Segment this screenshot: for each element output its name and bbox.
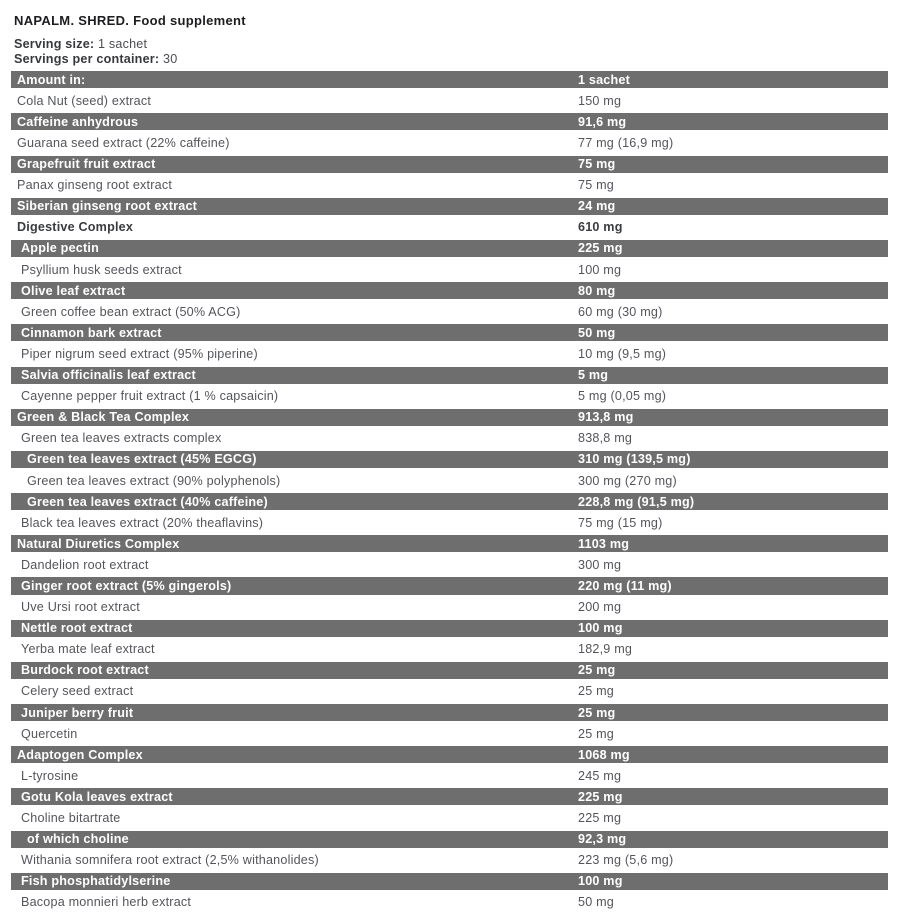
ingredient-amount: 10 mg (9,5 mg) — [578, 346, 667, 361]
servings-per-container-label: Servings per container: — [14, 51, 163, 66]
table-header-amount-in: Amount in: — [17, 72, 86, 87]
ingredient-amount: 1103 mg — [578, 536, 630, 551]
ingredient-name: Olive leaf extract — [21, 283, 126, 298]
ingredient-amount: 75 mg (15 mg) — [578, 515, 663, 530]
ingredient-name: Apple pectin — [21, 241, 99, 256]
table-row — [11, 744, 888, 765]
table-row — [11, 554, 888, 575]
table-row — [11, 765, 888, 786]
ingredient-name: Dandelion root extract — [21, 557, 149, 572]
serving-info — [14, 37, 900, 66]
ingredient-name: Ginger root extract (5% gingerols) — [21, 578, 232, 593]
table-row — [11, 196, 888, 217]
table-row — [11, 175, 888, 196]
ingredient-name: Salvia officinalis leaf extract — [21, 368, 196, 383]
ingredient-amount: 182,9 mg — [578, 642, 633, 657]
ingredient-name: Psyllium husk seeds extract — [21, 262, 182, 277]
ingredient-name: Green tea leaves extracts complex — [21, 431, 222, 446]
ingredient-amount: 5 mg — [578, 368, 609, 383]
ingredient-name: Choline bitartrate — [21, 811, 121, 826]
ingredient-name: Nettle root extract — [21, 621, 133, 636]
ingredient-amount: 50 mg — [578, 895, 615, 910]
ingredient-amount: 610 mg — [578, 220, 623, 235]
table-row — [11, 259, 888, 280]
table-row — [11, 301, 888, 322]
table-row — [11, 154, 888, 175]
table-row — [11, 681, 888, 702]
ingredient-name: Guarana seed extract (22% caffeine) — [17, 136, 230, 151]
ingredient-amount: 100 mg — [578, 621, 623, 636]
ingredient-amount: 300 mg (270 mg) — [578, 473, 677, 488]
supplement-facts-table — [0, 69, 900, 913]
ingredient-amount: 913,8 mg — [578, 410, 634, 425]
servings-per-container-value: 30 — [162, 51, 178, 66]
table-row — [11, 428, 888, 449]
ingredient-amount: 60 mg (30 mg) — [578, 304, 663, 319]
ingredient-amount: 5 mg (0,05 mg) — [578, 389, 667, 404]
ingredient-name: Cola Nut (seed) extract — [17, 93, 152, 108]
ingredient-name: Burdock root extract — [21, 663, 149, 678]
ingredient-name: Green tea leaves extract (40% caffeine) — [27, 494, 268, 509]
ingredient-amount: 150 mg — [578, 93, 622, 108]
serving-size-value: 1 sachet — [98, 37, 148, 51]
ingredient-name: Grapefruit fruit extract — [17, 157, 156, 172]
ingredient-amount: 25 mg — [578, 726, 615, 741]
table-row — [11, 470, 888, 491]
table-header-row — [11, 69, 888, 90]
ingredient-name: Celery seed extract — [21, 684, 134, 699]
ingredient-amount: 25 mg — [578, 705, 616, 720]
table-row — [11, 386, 888, 407]
ingredient-name: L-tyrosine — [21, 768, 79, 783]
table-row — [11, 322, 888, 343]
ingredient-amount: 300 mg — [578, 557, 622, 572]
ingredient-amount: 92,3 mg — [578, 832, 627, 847]
ingredient-amount: 25 mg — [578, 663, 616, 678]
ingredient-amount: 200 mg — [578, 600, 622, 615]
ingredient-amount: 228,8 mg (91,5 mg) — [578, 494, 695, 509]
ingredient-name: Green coffee bean extract (50% ACG) — [21, 304, 241, 319]
serving-size-label: Serving size: — [14, 37, 98, 51]
table-row — [11, 491, 888, 512]
ingredient-name: Quercetin — [21, 726, 78, 741]
table-row — [11, 132, 888, 153]
table-row — [11, 850, 888, 871]
ingredient-amount: 838,8 mg — [578, 431, 633, 446]
ingredient-name: of which choline — [27, 832, 129, 847]
ingredient-amount: 1068 mg — [578, 747, 630, 762]
serving-size-line — [14, 37, 900, 52]
table-row — [11, 723, 888, 744]
ingredient-name: Cayenne pepper fruit extract (1 % capsaicin) — [21, 389, 279, 404]
table-row — [11, 702, 888, 723]
ingredient-name: Piper nigrum seed extract (95% piperine) — [21, 346, 258, 361]
ingredient-name: Green tea leaves extract (90% polyphenols) — [27, 473, 281, 488]
table-header-serving-column: 1 sachet — [578, 72, 631, 87]
table-row — [11, 618, 888, 639]
table-row — [11, 111, 888, 132]
ingredient-name: Caffeine anhydrous — [17, 114, 139, 129]
table-row — [11, 575, 888, 596]
ingredient-amount: 225 mg — [578, 811, 622, 826]
ingredient-amount: 225 mg — [578, 789, 623, 804]
table-row — [11, 597, 888, 618]
table-row — [11, 892, 888, 913]
table-row — [11, 449, 888, 470]
ingredient-name: Bacopa monnieri herb extract — [21, 895, 192, 910]
table-row — [11, 871, 888, 892]
ingredient-name: Green & Black Tea Complex — [17, 410, 190, 425]
ingredient-name: Black tea leaves extract (20% theaflavins) — [21, 515, 264, 530]
ingredient-amount: 75 mg — [578, 157, 616, 172]
ingredient-amount: 223 mg (5,6 mg) — [578, 853, 674, 868]
ingredient-amount: 24 mg — [578, 199, 616, 214]
table-row — [11, 786, 888, 807]
table-row — [11, 343, 888, 364]
table-row — [11, 365, 888, 386]
ingredient-amount: 91,6 mg — [578, 114, 627, 129]
ingredient-name: Fish phosphatidylserine — [21, 874, 171, 889]
ingredient-amount: 77 mg (16,9 mg) — [578, 136, 674, 151]
ingredient-name: Cinnamon bark extract — [21, 325, 162, 340]
table-row — [11, 807, 888, 828]
ingredient-amount: 100 mg — [578, 874, 623, 889]
ingredient-name: Panax ginseng root extract — [17, 178, 173, 193]
ingredient-name: Juniper berry fruit — [21, 705, 134, 720]
ingredient-amount: 75 mg — [578, 178, 615, 193]
table-row — [11, 639, 888, 660]
ingredient-amount: 80 mg — [578, 283, 616, 298]
ingredient-amount: 100 mg — [578, 262, 622, 277]
ingredient-amount: 245 mg — [578, 768, 622, 783]
ingredient-name: Uve Ursi root extract — [21, 600, 140, 615]
table-row — [11, 533, 888, 554]
page-title: NAPALM. SHRED. Food supplement — [14, 13, 246, 28]
ingredient-amount: 220 mg (11 mg) — [578, 578, 672, 593]
ingredient-name: Digestive Complex — [17, 220, 134, 235]
servings-per-container-line — [14, 52, 900, 67]
ingredient-name: Yerba mate leaf extract — [21, 642, 155, 657]
table-row — [11, 238, 888, 259]
ingredient-name: Gotu Kola leaves extract — [21, 789, 173, 804]
table-row — [11, 407, 888, 428]
table-row — [11, 217, 888, 238]
ingredient-name: Natural Diuretics Complex — [17, 536, 180, 551]
ingredient-name: Withania somnifera root extract (2,5% withanolides) — [21, 853, 319, 868]
table-row — [11, 660, 888, 681]
table-row — [11, 280, 888, 301]
table-row — [11, 90, 888, 111]
ingredient-amount: 50 mg — [578, 325, 616, 340]
ingredient-amount: 25 mg — [578, 684, 615, 699]
table-row — [11, 829, 888, 850]
ingredient-name: Siberian ginseng root extract — [17, 199, 198, 214]
ingredient-amount: 310 mg (139,5 mg) — [578, 452, 691, 467]
table-row — [11, 512, 888, 533]
ingredient-amount: 225 mg — [578, 241, 623, 256]
ingredient-name: Green tea leaves extract (45% EGCG) — [27, 452, 257, 467]
ingredient-name: Adaptogen Complex — [17, 747, 143, 762]
